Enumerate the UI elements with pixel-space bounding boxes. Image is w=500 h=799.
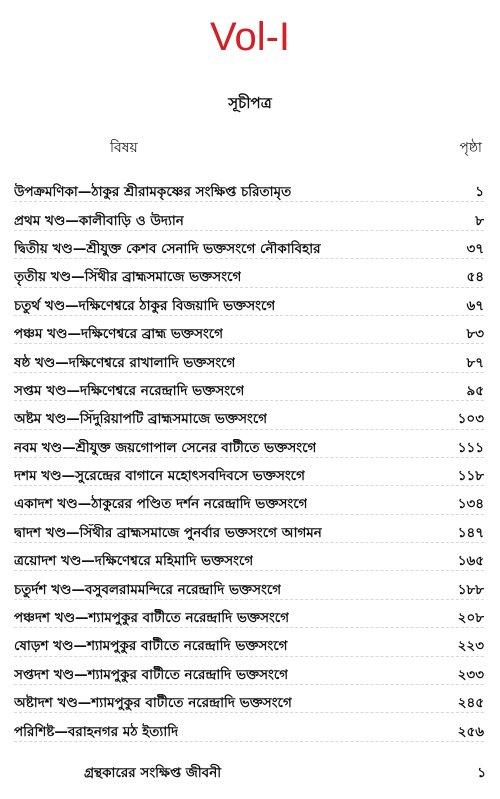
author-biography-page: ১	[477, 765, 486, 781]
toc-entry-title: চতুর্দশ খণ্ড—বসুবলরামমন্দিরে নরেন্দ্রাদি ভক্তসংগে	[14, 581, 282, 598]
toc-entry-11	[14, 490, 484, 518]
volume-title: Vol-I	[209, 15, 291, 59]
toc-entry-15	[14, 604, 484, 632]
toc-entry-page: ৬৭	[466, 297, 484, 314]
toc-entry-page: ২৫৬	[457, 723, 484, 740]
table-of-contents	[14, 178, 484, 746]
toc-entry-page: ১৮৮	[457, 581, 484, 598]
toc-entry-page: ১	[475, 184, 484, 201]
toc-entry-1	[14, 206, 484, 234]
toc-entry-19	[14, 717, 484, 745]
toc-entry-title: নবম খণ্ড—শ্রীযুক্ত জয়গোপাল সেনের বাটীতে ভক্তসংগে	[14, 439, 317, 456]
toc-entry-9	[14, 434, 484, 462]
toc-entry-page: ১৪৭	[457, 524, 484, 541]
toc-entry-page: ২২৩	[457, 638, 484, 655]
toc-entry-page: ৮	[475, 212, 484, 229]
column-header-subject: বিষয়	[110, 140, 138, 156]
toc-entry-page: ৮৩	[466, 326, 484, 343]
toc-entry-page: ১৬৫	[457, 553, 484, 570]
toc-entry-page: ২৪৫	[457, 695, 484, 712]
toc-entry-title: প্রথম খণ্ড—কালীবাড়ি ও উদ্যান	[14, 212, 184, 229]
toc-entry-10	[14, 462, 484, 490]
toc-entry-title: তৃতীয় খণ্ড—সিঁথীর ব্রাহ্মসমাজে ভক্তসংগে	[14, 269, 242, 286]
toc-entry-page: ১১১	[457, 439, 484, 456]
toc-entry-page: ১৩৪	[457, 496, 484, 513]
toc-entry-8	[14, 405, 484, 433]
toc-entry-4	[14, 292, 484, 320]
toc-entry-page: ৯৫	[466, 382, 484, 399]
toc-entry-page: ১১৮	[457, 468, 484, 485]
toc-entry-page: ১০৩	[457, 411, 484, 428]
toc-entry-13	[14, 547, 484, 575]
toc-entry-page: ২০৮	[457, 610, 484, 627]
toc-entry-7	[14, 377, 484, 405]
toc-entry-16	[14, 632, 484, 660]
toc-entry-14	[14, 575, 484, 603]
toc-entry-title: দশম খণ্ড—সুরেন্দ্রের বাগানে মহোৎসবদিবসে ভক্তসংগে	[14, 468, 305, 485]
author-biography-title: গ্রন্থকারের সংক্ষিপ্ত জীবনী	[84, 765, 222, 781]
toc-entry-title: উপক্রমণিকা—ঠাকুর শ্রীরামকৃষ্ণের সংক্ষিপ্ত চরিতামৃত	[14, 184, 292, 201]
toc-entry-3	[14, 263, 484, 291]
toc-entry-6	[14, 348, 484, 376]
toc-entry-title: ত্রয়োদশ খণ্ড—দক্ষিণেশ্বরে মহিমাদি ভক্তসংগে	[14, 553, 254, 570]
toc-entry-title: পঞ্চদশ খণ্ড—শ্যামপুকুর বাটীতে নরেন্দ্রাদি ভক্তসংগে	[14, 610, 290, 627]
toc-entry-title: পঞ্চম খণ্ড—দক্ষিণেশ্বরে ব্রাহ্ম ভক্তসংগে	[14, 326, 224, 343]
toc-entry-page: ৮৭	[466, 354, 484, 371]
toc-entry-title: অষ্টম খণ্ড—সিঁদুরিয়াপটি ব্রাহ্মসমাজে ভক্তসংগে	[14, 411, 268, 428]
toc-entry-page: ২৩৩	[457, 666, 484, 683]
toc-entry-title: পরিশিষ্ট—বরাহনগর মঠ ইত্যাদি	[14, 723, 179, 740]
toc-entry-page: ৩৭	[466, 240, 484, 257]
toc-entry-title: একাদশ খণ্ড—ঠাকুরের পণ্ডিত দর্শন নরেন্দ্রাদি ভক্তসংগে	[14, 496, 308, 513]
toc-entry-0	[14, 178, 484, 206]
toc-entry-title: চতুর্থ খণ্ড—দক্ষিণেশ্বরে ঠাকুর বিজয়াদি ভক্তসংগে	[14, 297, 276, 314]
toc-entry-12	[14, 519, 484, 547]
toc-entry-5	[14, 320, 484, 348]
toc-entry-title: ষোড়শ খণ্ড—শ্যামপুকুর বাটীতে নরেন্দ্রাদি ভক্তসংগে	[14, 638, 288, 655]
toc-entry-2	[14, 235, 484, 263]
toc-entry-title: অষ্টাদশ খণ্ড—শ্যামপুকুর বাটীতে নরেন্দ্রাদি ভক্তসংগে	[14, 695, 292, 712]
toc-entry-18	[14, 689, 484, 717]
toc-entry-title: সপ্তম খণ্ড—দক্ষিণেশ্বরে নরেন্দ্রাদি ভক্তসংগে	[14, 382, 245, 399]
toc-entry-title: দ্বিতীয় খণ্ড—শ্রীযুক্ত কেশব সেনাদি ভক্তসংগে নৌকাবিহার	[14, 240, 321, 257]
toc-entry-title: ষষ্ঠ খণ্ড—দক্ষিণেশ্বরে রাখালাদি ভক্তসংগে	[14, 354, 236, 371]
author-biography-entry	[84, 762, 486, 785]
toc-entry-page: ৫৪	[466, 269, 484, 286]
toc-entry-title: দ্বাদশ খণ্ড—সিঁথীর ব্রাহ্মসমাজে পুনর্বার ভক্তসংগে আগমন	[14, 524, 322, 541]
toc-entry-title: সপ্তদশ খণ্ড—শ্যামপুকুর বাটীতে নরেন্দ্রাদি ভক্তসংগে	[14, 666, 289, 683]
contents-heading: সূচীপত্র	[228, 94, 272, 112]
column-header-page: পৃষ্ঠা	[459, 140, 482, 156]
toc-entry-17	[14, 661, 484, 689]
